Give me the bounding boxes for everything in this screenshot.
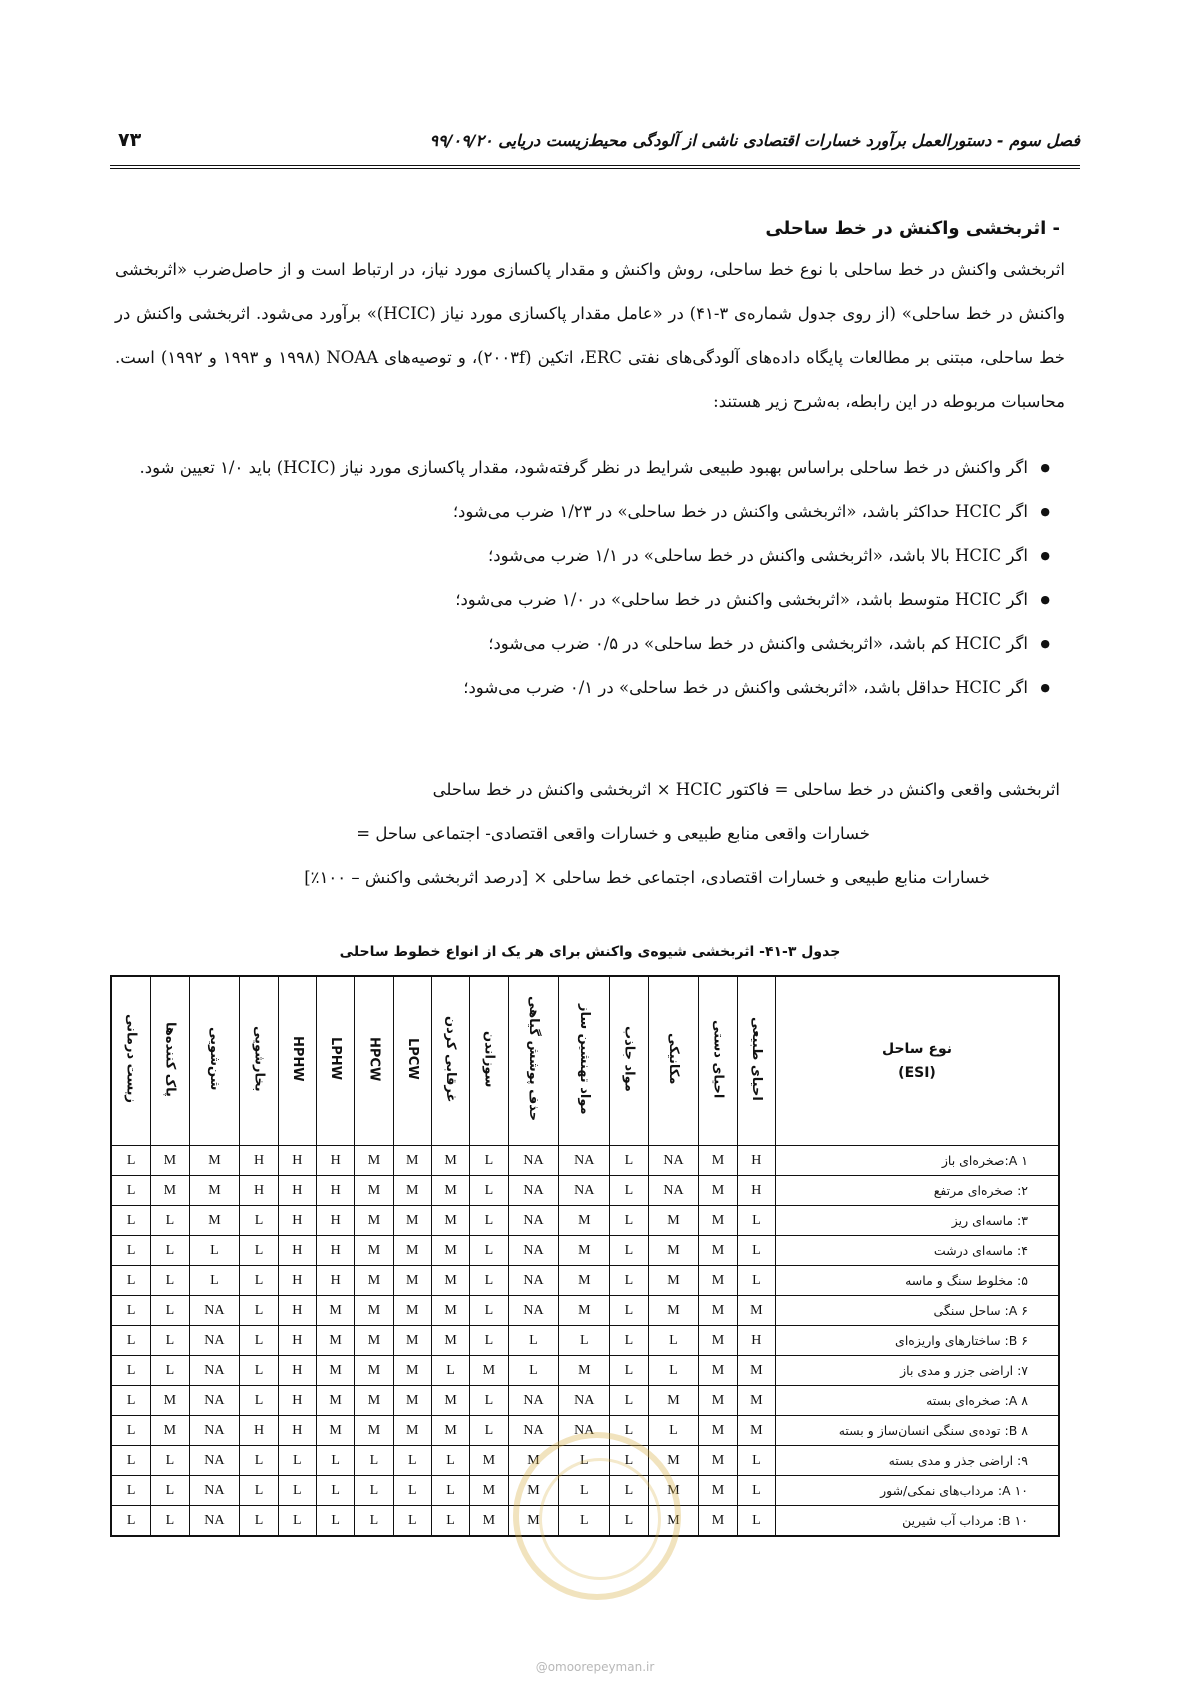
bullet-text: اگر HCIC حداکثر باشد، «اثربخشی واکنش در خط ساحلی» در ۱/۲۳ ضرب می‌شود؛ [452, 502, 1028, 521]
table-row [111, 1176, 1059, 1206]
shore-type-cell: A ۶: ساحل سنگی [776, 1296, 1060, 1326]
rating-cell: M [393, 1296, 431, 1326]
rating-cell: L [737, 1506, 775, 1537]
rating-cell: M [431, 1416, 469, 1446]
rating-cell: M [431, 1386, 469, 1416]
rating-cell: H [278, 1236, 316, 1266]
rating-cell: L [316, 1476, 354, 1506]
rating-cell: L [240, 1296, 278, 1326]
rating-cell: L [559, 1506, 610, 1537]
rating-cell: M [316, 1326, 354, 1356]
column-header [470, 976, 508, 1146]
rating-cell: M [737, 1296, 775, 1326]
rating-cell: M [699, 1176, 737, 1206]
rating-cell: H [737, 1146, 775, 1176]
rating-cell: NA [189, 1506, 240, 1537]
rating-cell: M [699, 1506, 737, 1537]
rating-cell: H [278, 1296, 316, 1326]
column-header-label: حذف پوشش گیاهی [525, 996, 541, 1122]
rating-cell: M [355, 1386, 393, 1416]
rating-cell: M [470, 1476, 508, 1506]
rating-cell: L [648, 1326, 699, 1356]
table-row [111, 1146, 1059, 1176]
column-header [610, 976, 648, 1146]
column-header-label: HPHW [289, 1036, 305, 1082]
rating-cell: L [355, 1446, 393, 1476]
rating-cell: M [737, 1386, 775, 1416]
shore-type-cell: A ۸: صخره‌ای بسته [776, 1386, 1060, 1416]
column-header [240, 976, 278, 1146]
rating-cell: M [648, 1476, 699, 1506]
rating-cell: L [151, 1206, 189, 1236]
rating-cell: L [559, 1476, 610, 1506]
rating-cell: M [559, 1236, 610, 1266]
bullet-item [115, 578, 1050, 622]
rating-cell: L [508, 1356, 559, 1386]
column-header-label: مکانیکی [665, 1033, 681, 1085]
rating-cell: L [189, 1266, 240, 1296]
rating-cell: M [431, 1146, 469, 1176]
table-caption: جدول ۳-۴۱- اثربخشی شیوه‌ی واکنش برای هر یک از انواع خطوط ساحلی [339, 944, 841, 960]
rating-cell: M [508, 1506, 559, 1537]
shore-type-cell: B ۱۰: مرداب آب شیرین [776, 1506, 1060, 1537]
rating-cell: NA [648, 1176, 699, 1206]
hcic-bullet-list [115, 446, 1050, 710]
rating-cell: M [699, 1446, 737, 1476]
rating-cell: M [151, 1146, 189, 1176]
rating-cell: L [111, 1476, 151, 1506]
bullet-text: اگر HCIC متوسط باشد، «اثربخشی واکنش در خط ساحلی» در ۱/۰ ضرب می‌شود؛ [455, 590, 1028, 609]
column-header-label: مواد تهنشین ساز [576, 1003, 592, 1115]
rating-cell: L [189, 1236, 240, 1266]
rating-cell: L [240, 1206, 278, 1236]
rating-cell: M [699, 1236, 737, 1266]
rating-cell: L [316, 1446, 354, 1476]
rating-cell: NA [189, 1446, 240, 1476]
formula-line: اثربخشی واقعی واکنش در خط ساحلی = فاکتور HCIC × اثربخشی واکنش در خط ساحلی [432, 780, 1060, 799]
rating-cell: NA [189, 1296, 240, 1326]
rating-cell: H [278, 1356, 316, 1386]
rating-cell: M [393, 1356, 431, 1386]
rating-cell: M [316, 1356, 354, 1386]
rating-cell: M [559, 1266, 610, 1296]
rating-cell: M [737, 1356, 775, 1386]
rating-cell: L [278, 1446, 316, 1476]
rating-cell: H [278, 1386, 316, 1416]
rating-cell: M [431, 1206, 469, 1236]
rating-cell: H [737, 1326, 775, 1356]
table-row [111, 1296, 1059, 1326]
rating-cell: M [470, 1506, 508, 1537]
rating-cell: L [111, 1416, 151, 1446]
rating-cell: L [559, 1326, 610, 1356]
rating-cell: M [355, 1266, 393, 1296]
formula-line: خسارات منابع طبیعی و خسارات اقتصادی، اجتماعی خط ساحلی × [درصد اثربخشی واکنش – ۱۰۰٪] [304, 868, 990, 887]
shore-type-cell: ۴: ماسه‌ای درشت [776, 1236, 1060, 1266]
rating-cell: L [240, 1386, 278, 1416]
rating-cell: L [111, 1506, 151, 1537]
rating-cell: L [393, 1476, 431, 1506]
rating-cell: H [240, 1146, 278, 1176]
rating-cell: L [240, 1266, 278, 1296]
rating-cell: M [431, 1296, 469, 1326]
rating-cell: H [316, 1236, 354, 1266]
rating-cell: L [151, 1326, 189, 1356]
bullet-item [115, 490, 1050, 534]
rating-cell: L [737, 1206, 775, 1236]
rating-cell: L [111, 1206, 151, 1236]
rating-cell: L [470, 1266, 508, 1296]
bullet-text: اگر HCIC کم باشد، «اثربخشی واکنش در خط ساحلی» در ۰/۵ ضرب می‌شود؛ [488, 634, 1028, 653]
column-header-label: LPHW [328, 1037, 344, 1081]
rating-cell: L [610, 1386, 648, 1416]
section-title: - اثربخشی واکنش در خط ساحلی [765, 218, 1060, 239]
column-header-label: HPCW [366, 1036, 382, 1082]
rating-cell: M [316, 1416, 354, 1446]
table-row [111, 1386, 1059, 1416]
column-header-label: پاک کننده‌ها [162, 1021, 178, 1097]
rating-cell: L [278, 1506, 316, 1537]
rating-cell: H [316, 1146, 354, 1176]
column-header-label: احیای دستی [710, 1019, 726, 1099]
rating-cell: H [278, 1206, 316, 1236]
rating-cell: L [559, 1446, 610, 1476]
rating-cell: M [699, 1146, 737, 1176]
rating-cell: L [393, 1446, 431, 1476]
rating-cell: L [111, 1236, 151, 1266]
rating-cell: M [699, 1206, 737, 1236]
rating-cell: M [648, 1236, 699, 1266]
rating-cell: L [431, 1506, 469, 1537]
rating-cell: M [189, 1176, 240, 1206]
rating-cell: L [737, 1266, 775, 1296]
rating-cell: L [240, 1356, 278, 1386]
rating-cell: M [508, 1446, 559, 1476]
column-header [316, 976, 354, 1146]
header-line: (ESI) [898, 1065, 936, 1081]
rating-cell: M [470, 1446, 508, 1476]
rating-cell: H [278, 1176, 316, 1206]
shore-type-cell: ۲: صخره‌ای مرتفع [776, 1176, 1060, 1206]
rating-cell: L [610, 1296, 648, 1326]
rating-cell: L [610, 1236, 648, 1266]
bullet-item [115, 622, 1050, 666]
table-row [111, 1326, 1059, 1356]
rating-cell: M [393, 1206, 431, 1236]
rating-cell: L [737, 1476, 775, 1506]
rating-cell: L [240, 1446, 278, 1476]
rating-cell: L [470, 1386, 508, 1416]
rating-cell: NA [508, 1206, 559, 1236]
rating-cell: L [610, 1146, 648, 1176]
bullet-item [115, 666, 1050, 710]
rating-cell: M [393, 1416, 431, 1446]
rating-cell: M [559, 1296, 610, 1326]
watermark-seal [513, 1432, 681, 1600]
rating-cell: M [431, 1266, 469, 1296]
rating-cell: L [393, 1506, 431, 1537]
table-row [111, 1356, 1059, 1386]
rating-cell: M [470, 1356, 508, 1386]
rating-cell: M [699, 1356, 737, 1386]
rating-cell: NA [189, 1476, 240, 1506]
rating-cell: L [431, 1476, 469, 1506]
shore-type-cell: B ۶: ساختارهای واریزه‌ای [776, 1326, 1060, 1356]
rating-cell: M [648, 1386, 699, 1416]
rating-cell: M [648, 1446, 699, 1476]
rating-cell: L [111, 1356, 151, 1386]
rating-cell: L [648, 1356, 699, 1386]
rating-cell: NA [189, 1386, 240, 1416]
rating-cell: NA [559, 1146, 610, 1176]
bullet-item [115, 534, 1050, 578]
rating-cell: NA [508, 1386, 559, 1416]
rating-cell: L [470, 1296, 508, 1326]
rating-cell: NA [508, 1266, 559, 1296]
rating-cell: H [737, 1176, 775, 1206]
rating-cell: L [648, 1416, 699, 1446]
shore-type-cell: A ۱۰: مرداب‌های نمکی/شور [776, 1476, 1060, 1506]
table-row [111, 1236, 1059, 1266]
column-header [151, 976, 189, 1146]
rating-cell: M [355, 1356, 393, 1386]
rating-cell: L [470, 1206, 508, 1236]
table-row [111, 1206, 1059, 1236]
column-header [559, 976, 610, 1146]
rating-cell: M [189, 1206, 240, 1236]
column-header-label: احیای طبیعی [748, 1017, 764, 1101]
column-header-label: LPCW [404, 1038, 420, 1080]
rating-cell: L [355, 1506, 393, 1537]
rating-cell: M [189, 1146, 240, 1176]
column-header-label: سوزاندن [481, 1030, 497, 1088]
rating-cell: M [431, 1176, 469, 1206]
rating-cell: NA [559, 1176, 610, 1206]
shore-type-cell: ۳: ماسه‌ای ریز [776, 1206, 1060, 1236]
rating-cell: M [355, 1236, 393, 1266]
rating-cell: L [431, 1446, 469, 1476]
rating-cell: M [355, 1326, 393, 1356]
rating-cell: NA [559, 1416, 610, 1446]
rating-cell: L [240, 1506, 278, 1537]
rating-cell: H [278, 1416, 316, 1446]
rating-cell: L [610, 1416, 648, 1446]
rating-cell: M [737, 1416, 775, 1446]
column-header [278, 976, 316, 1146]
rating-cell: L [610, 1176, 648, 1206]
rating-cell: L [151, 1356, 189, 1386]
rating-cell: L [111, 1266, 151, 1296]
rating-cell: NA [508, 1176, 559, 1206]
rating-cell: H [278, 1266, 316, 1296]
rating-cell: M [508, 1476, 559, 1506]
rating-cell: H [278, 1326, 316, 1356]
rating-cell: H [316, 1266, 354, 1296]
intro-paragraph: اثربخشی واکنش در خط ساحلی با نوع خط ساحلی، روش واکنش و مقدار پاکسازی مورد نیاز، در ارتباط است و از حاصل‌ضرب «اثربخشی واکنش در خط ساحلی» (از روی جدول شماره‌ی ۳-۴۱) در «عامل مقدار پاکسازی مورد نیاز (HCIC)» برآورد می‌شود. اثربخشی واکنش در خط ساحلی، مبتنی بر مطالعات پایگاه داده‌های آلودگی‌های نفتی ERC، اتکین (۲۰۰۳f)، و توصیه‌های NOAA (۱۹۹۸ و ۱۹۹۳ و ۱۹۹۲) است. محاسبات مربوطه در این رابطه، به‌شرح زیر هستند: [115, 260, 1066, 411]
rating-cell: L [470, 1326, 508, 1356]
column-header-label: زیست درمانی [123, 1014, 139, 1104]
rating-cell: L [470, 1176, 508, 1206]
rating-cell: M [355, 1146, 393, 1176]
rating-cell: M [699, 1266, 737, 1296]
page-header [110, 125, 1080, 169]
rating-cell: L [470, 1416, 508, 1446]
bullet-item: ● اگر واکنش در خط ساحلی براساس بهبود طبیعی شرایط در نظر گرفته‌شود، مقدار پاکسازی مورد نیاز (HCIC) باید ۱/۰ تعیین شود. [115, 446, 1050, 490]
rating-cell: L [316, 1506, 354, 1537]
rating-cell: M [648, 1296, 699, 1326]
column-header [393, 976, 431, 1146]
rating-cell: H [240, 1416, 278, 1446]
rating-cell: M [393, 1236, 431, 1266]
rating-cell: NA [189, 1356, 240, 1386]
table-header-row [111, 976, 1059, 1146]
page-number: ۷۳ [118, 129, 142, 151]
rating-cell: L [610, 1506, 648, 1537]
rating-cell: M [355, 1176, 393, 1206]
rating-cell: M [431, 1236, 469, 1266]
chapter-title: فصل سوم - دستورالعمل برآورد خسارات اقتصادی ناشی از آلودگی محیط‌زیست دریایی ۹۹/۰۹/۲۰ [429, 131, 1080, 150]
rating-cell: M [699, 1326, 737, 1356]
rating-cell: M [355, 1296, 393, 1326]
rating-cell: H [240, 1176, 278, 1206]
rating-cell: M [559, 1206, 610, 1236]
rating-cell: M [355, 1206, 393, 1236]
rating-cell: L [111, 1386, 151, 1416]
rating-cell: M [393, 1176, 431, 1206]
rating-cell: L [610, 1356, 648, 1386]
rating-cell: L [151, 1266, 189, 1296]
rating-cell: L [151, 1296, 189, 1326]
rating-cell: NA [508, 1236, 559, 1266]
column-header [355, 976, 393, 1146]
rating-cell: M [699, 1296, 737, 1326]
bullet-text: اگر HCIC بالا باشد، «اثربخشی واکنش در خط ساحلی» در ۱/۱ ضرب می‌شود؛ [488, 546, 1028, 565]
rating-cell: L [240, 1326, 278, 1356]
column-header-label: بخارشویی [251, 1026, 267, 1092]
rating-cell: H [316, 1206, 354, 1236]
rating-cell: NA [648, 1146, 699, 1176]
rating-cell: L [111, 1446, 151, 1476]
rating-cell: M [699, 1416, 737, 1446]
rating-cell: L [470, 1146, 508, 1176]
rating-cell: NA [508, 1146, 559, 1176]
shore-type-cell: A ۱:صخره‌ای باز [776, 1146, 1060, 1176]
shore-type-cell: ۷: اراضی جزر و مدی باز [776, 1356, 1060, 1386]
rating-cell: M [648, 1206, 699, 1236]
rating-cell: NA [559, 1386, 610, 1416]
rating-cell: L [610, 1476, 648, 1506]
column-header [111, 976, 151, 1146]
bullet-text: اگر HCIC حداقل باشد، «اثربخشی واکنش در خط ساحلی» در ۰/۱ ضرب می‌شود؛ [463, 678, 1028, 697]
rating-cell: L [111, 1296, 151, 1326]
rating-cell: L [610, 1326, 648, 1356]
rating-cell: M [151, 1416, 189, 1446]
rating-cell: NA [508, 1416, 559, 1446]
column-header-shore-type [776, 976, 1060, 1146]
rating-cell: NA [508, 1296, 559, 1326]
formula-line: خسارات واقعی منابع طبیعی و خسارات واقعی اقتصادی- اجتماعی ساحل = [356, 824, 870, 843]
rating-cell: L [508, 1326, 559, 1356]
rating-cell: M [316, 1386, 354, 1416]
rating-cell: L [240, 1236, 278, 1266]
rating-cell: M [393, 1386, 431, 1416]
column-header [508, 976, 559, 1146]
column-header [648, 976, 699, 1146]
rating-cell: M [393, 1326, 431, 1356]
rating-cell: L [151, 1506, 189, 1537]
column-header [189, 976, 240, 1146]
shore-type-cell: B ۸: توده‌ی سنگی انسان‌ساز و بسته [776, 1416, 1060, 1446]
rating-cell: NA [189, 1326, 240, 1356]
rating-cell: M [393, 1266, 431, 1296]
rating-cell: M [316, 1296, 354, 1326]
rating-cell: M [699, 1476, 737, 1506]
rating-cell: L [610, 1206, 648, 1236]
watermark-url: @omoorepeyman.ir [535, 1660, 655, 1674]
rating-cell: L [470, 1236, 508, 1266]
rating-cell: M [648, 1506, 699, 1537]
rating-cell: H [278, 1146, 316, 1176]
shore-type-cell: ۵: مخلوط سنگ و ماسه [776, 1266, 1060, 1296]
column-header-label: شن‌شویی [206, 1027, 222, 1091]
rating-cell: L [610, 1266, 648, 1296]
rating-cell: NA [189, 1416, 240, 1446]
header-line: نوع ساحل [881, 1041, 953, 1057]
column-header-label: مواد جاذب [621, 1026, 637, 1092]
rating-cell: L [737, 1236, 775, 1266]
rating-cell: L [111, 1176, 151, 1206]
rating-cell: L [151, 1446, 189, 1476]
shore-type-cell: ۹: اراضی جذر و مدی بسته [776, 1446, 1060, 1476]
rating-cell: L [151, 1236, 189, 1266]
rating-cell: M [151, 1386, 189, 1416]
rating-cell: L [278, 1476, 316, 1506]
rating-cell: M [559, 1356, 610, 1386]
rating-cell: L [610, 1446, 648, 1476]
rating-cell: M [648, 1266, 699, 1296]
rating-cell: H [316, 1176, 354, 1206]
rating-cell: L [431, 1356, 469, 1386]
column-header-label: غرقابی کردن [443, 1015, 459, 1103]
rating-cell: M [699, 1386, 737, 1416]
rating-cell: L [737, 1446, 775, 1476]
rating-cell: L [355, 1476, 393, 1506]
rating-cell: L [240, 1476, 278, 1506]
rating-cell: M [393, 1146, 431, 1176]
rating-cell: M [355, 1416, 393, 1446]
rating-cell: L [111, 1326, 151, 1356]
table-row [111, 1266, 1059, 1296]
column-header [737, 976, 775, 1146]
rating-cell: L [151, 1476, 189, 1506]
rating-cell: L [111, 1146, 151, 1176]
column-header [699, 976, 737, 1146]
rating-cell: M [151, 1176, 189, 1206]
column-header [431, 976, 469, 1146]
rating-cell: M [431, 1326, 469, 1356]
